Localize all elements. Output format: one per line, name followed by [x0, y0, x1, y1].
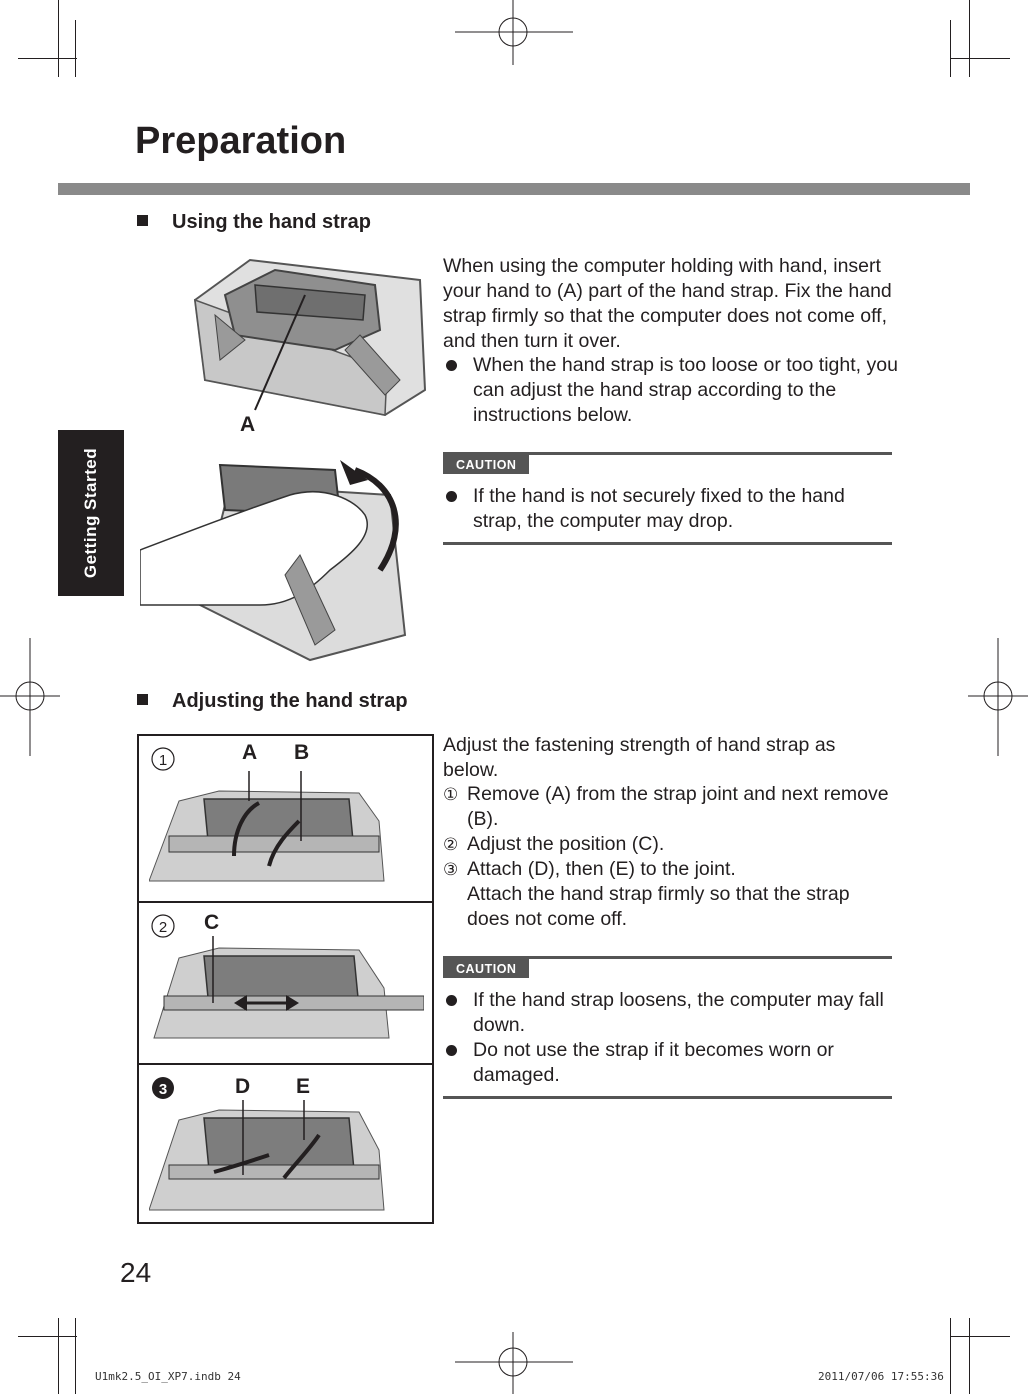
caution-box-2: [443, 956, 892, 1099]
section2-intro: Adjust the fastening strength of hand strap as below.: [443, 734, 836, 781]
hand-strap-top-illustration: [185, 240, 435, 440]
figure-label-a: A: [240, 413, 256, 436]
title-rule: [58, 183, 970, 195]
footer-timestamp: 2011/07/06 17:55:36: [818, 1370, 944, 1383]
bullet-icon: [446, 360, 457, 371]
step-item: ③ Attach (D), then (E) to the joint.: [443, 858, 736, 880]
side-tab-label: Getting Started: [81, 447, 100, 579]
section-heading-adjusting: Adjusting the hand strap: [137, 690, 408, 713]
square-bullet-icon: [137, 694, 148, 705]
steps-list: [443, 782, 893, 932]
strap-step3-illustration: [149, 1070, 424, 1220]
panel1-label-a: A: [242, 741, 258, 764]
step-panel-2: [137, 901, 434, 1065]
step-number: ③: [443, 860, 459, 879]
section1-intro: When using the computer holding with hand, insert your hand to (A) part of the hand strap. Fix the hand strap firmly so that the computer does not come off, and then turn it over.: [443, 255, 892, 352]
bullet-icon: [446, 491, 457, 502]
bullet-icon: [446, 1045, 457, 1056]
registration-mark-top: [455, 0, 575, 70]
caution-item: Do not use the strap if it becomes worn or damaged.: [443, 1038, 892, 1088]
caution-box-1: [443, 452, 892, 545]
step-number-icon: 3: [158, 1081, 168, 1098]
step3-note: Attach the hand strap firmly so that the strap does not come off.: [467, 883, 850, 930]
step-number: ①: [443, 785, 459, 804]
caution-item: If the hand strap loosens, the computer may fall down.: [443, 988, 892, 1038]
panel1-label-b: B: [294, 741, 310, 764]
bullet-icon: [446, 995, 457, 1006]
section-heading-using: Using the hand strap: [137, 211, 371, 234]
strap-step1-illustration: [149, 741, 424, 901]
caution-label: CAUTION: [443, 959, 529, 978]
step-panel-3: [137, 1063, 434, 1224]
step-number-icon: 2: [158, 919, 168, 936]
registration-mark-right: [966, 638, 1028, 758]
caution-item: If the hand is not securely fixed to the hand strap, the computer may drop.: [443, 484, 892, 534]
side-tab: [58, 430, 124, 596]
footer-file: U1mk2.5_OI_XP7.indb 24: [95, 1370, 241, 1383]
hand-in-strap-illustration: [140, 455, 425, 665]
registration-mark-bottom: [455, 1332, 575, 1394]
step-number: ②: [443, 835, 459, 854]
panel3-label-d: D: [235, 1075, 251, 1098]
page-title: Preparation: [135, 120, 347, 162]
strap-step2-illustration: [149, 908, 424, 1063]
step-number-icon: 1: [158, 752, 168, 769]
page-number: 24: [120, 1257, 152, 1288]
panel2-label-c: C: [204, 911, 220, 934]
step-item: ① Remove (A) from the strap joint and next remove (B).: [443, 783, 889, 830]
step-item: ② Adjust the position (C).: [443, 833, 665, 855]
section1-bullet: When the hand strap is too loose or too tight, you can adjust the hand strap according to the instructions below.: [443, 353, 920, 428]
panel3-label-e: E: [296, 1075, 311, 1098]
caution-label: CAUTION: [443, 455, 529, 474]
registration-mark-left: [0, 638, 62, 758]
step-panel-1: [137, 734, 434, 903]
square-bullet-icon: [137, 215, 148, 226]
